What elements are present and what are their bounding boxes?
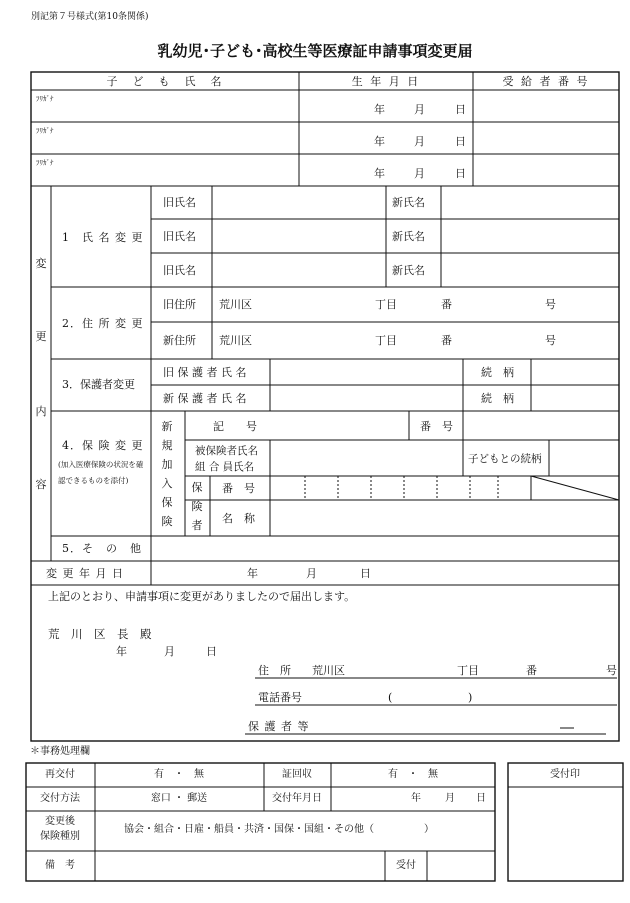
old-address-label: 旧住所: [163, 298, 196, 311]
birth-day-label: 日: [455, 167, 466, 180]
birth-year-label: 年: [374, 167, 385, 180]
birth-day-label: 日: [455, 103, 466, 116]
insurer-number-label: 番 号: [222, 482, 255, 495]
new-join-char: 入: [161, 477, 173, 490]
birth-month-label: 月: [414, 103, 425, 116]
new-join-char: 加: [161, 458, 173, 471]
applicant-chome: 丁目: [457, 664, 479, 677]
address-change-label: 2．住 所 変 更: [62, 317, 144, 330]
birth-day-label: 日: [455, 135, 466, 148]
chome-label: 丁目: [375, 298, 397, 311]
symbol-label: 記 号: [213, 420, 257, 433]
old-name-label: 旧氏名: [163, 230, 196, 243]
child-name-input-1[interactable]: [51, 104, 291, 120]
new-join-char: 規: [161, 439, 173, 452]
page-title: 乳幼児･子ども･高校生等医療証申請事項変更届: [157, 42, 473, 60]
name-change-label: 1 氏 名 変 更: [62, 231, 144, 244]
ban-label: 番: [441, 298, 452, 311]
new-name-label: 新氏名: [392, 196, 425, 209]
office-section-title: ＊事務処理欄: [30, 746, 90, 757]
new-name-label: 新氏名: [392, 230, 425, 243]
insurance-type-label: 変更後: [45, 816, 75, 827]
insurance-change-label: 4．保 険 変 更: [62, 439, 144, 452]
new-join-char: 険: [161, 515, 173, 528]
applicant-address-label: 住 所: [258, 664, 291, 677]
change-label-char: 容: [35, 478, 47, 491]
guardian-change-label: 3．保護者変更: [62, 378, 135, 391]
recipient-number-header: 受 給 者 番 号: [502, 75, 590, 88]
birth-year-label: 年: [374, 135, 385, 148]
change-date-label: 変 更 年 月 日: [46, 567, 124, 580]
go-label: 号: [545, 298, 556, 311]
cert-collect-label: 証回収: [282, 769, 312, 780]
addressee: 荒 川 区 長 殿: [48, 627, 152, 641]
new-join-char: 新: [161, 420, 173, 433]
furigana-label: ﾌﾘｶﾞﾅ: [36, 159, 54, 167]
new-guardian-label: 新 保 護 者 氏 名: [163, 392, 247, 405]
issue-method-label: 交付方法: [40, 793, 80, 804]
child-name-input-2[interactable]: [51, 136, 291, 152]
insurance-type-label: 保険種別: [40, 831, 80, 842]
furigana-label: ﾌﾘｶﾞﾅ: [36, 95, 54, 103]
insurance-note: (加入医療保険の状況を確認できるものを添付): [58, 460, 144, 485]
member-name-label: 組 合 員氏名: [195, 461, 255, 473]
old-guardian-label: 旧 保 護 者 氏 名: [163, 366, 247, 379]
number-label: 番 号: [420, 420, 453, 433]
insurance-type-value: 協会・組合・日雇・船員・共済・国保・国組・その他（ ）: [124, 824, 434, 835]
issue-method-value: 窓口 ・ 郵送: [150, 793, 208, 804]
chome-label: 丁目: [375, 334, 397, 347]
issue-year-label: 年: [411, 793, 421, 804]
change-label-char: 更: [35, 330, 47, 343]
go-label: 号: [545, 334, 556, 347]
other-label: 5．そ の 他: [62, 542, 142, 555]
stamp-label: 受付印: [550, 769, 580, 780]
phone-input[interactable]: [320, 690, 600, 704]
old-name-label: 旧氏名: [163, 196, 196, 209]
relation-label: 続 柄: [481, 392, 514, 405]
phone-paren-close: ): [468, 691, 473, 704]
decl-day-label: 日: [206, 645, 217, 658]
phone-paren-open: (: [388, 691, 393, 704]
stamp-area: [509, 788, 622, 880]
insurer-char: 保: [191, 481, 203, 494]
guardian-signature-label: 保 護 者 等: [248, 720, 310, 733]
change-year-label: 年: [247, 567, 258, 580]
applicant-ward: 荒川区: [312, 664, 345, 677]
reissue-label: 再交付: [45, 769, 75, 780]
decl-year-label: 年: [116, 645, 127, 658]
ward-text: 荒川区: [219, 334, 252, 347]
issue-day-label: 日: [476, 793, 486, 804]
new-join-char: 保: [161, 496, 173, 509]
new-name-label: 新氏名: [392, 264, 425, 277]
child-relation-label: 子どもとの続柄: [468, 453, 542, 465]
birthdate-header: 生 年 月 日: [351, 75, 421, 88]
birth-month-label: 月: [414, 135, 425, 148]
issue-date-label: 交付年月日: [272, 793, 322, 804]
reissue-value: 有 ・ 無: [154, 769, 204, 780]
insurer-char: 者: [191, 519, 203, 532]
remarks-label: 備 考: [45, 860, 75, 871]
birth-month-label: 月: [414, 167, 425, 180]
change-label-char: 内: [35, 405, 47, 418]
declaration-statement: 上記のとおり、申請事項に変更がありましたので届出します。: [48, 590, 356, 603]
cert-collect-value: 有 ・ 無: [388, 769, 438, 780]
birth-year-label: 年: [374, 103, 385, 116]
guardian-signature-input[interactable]: [320, 719, 550, 733]
child-name-input-3[interactable]: [51, 168, 291, 184]
received-label: 受付: [396, 860, 416, 871]
old-name-label: 旧氏名: [163, 264, 196, 277]
applicant-ban: 番: [526, 664, 537, 677]
issue-month-label: 月: [445, 793, 455, 804]
phone-label: 電話番号: [258, 691, 302, 704]
insurer-char: 険: [191, 500, 203, 513]
new-address-label: 新住所: [163, 334, 196, 347]
insured-name-label: 被保険者氏名: [195, 445, 258, 457]
relation-label: 続 柄: [481, 366, 514, 379]
applicant-go: 号: [606, 664, 617, 677]
insurer-name-label: 名 称: [222, 512, 255, 525]
change-month-label: 月: [306, 567, 317, 580]
change-day-label: 日: [360, 567, 371, 580]
ward-text: 荒川区: [219, 298, 252, 311]
change-label-char: 変: [35, 257, 47, 270]
child-name-header: 子 ど も 氏 名: [106, 75, 224, 88]
form-reference: 別記第７号様式(第10条関係): [31, 12, 149, 22]
furigana-label: ﾌﾘｶﾞﾅ: [36, 127, 54, 135]
ban-label: 番: [441, 334, 452, 347]
decl-month-label: 月: [164, 645, 175, 658]
